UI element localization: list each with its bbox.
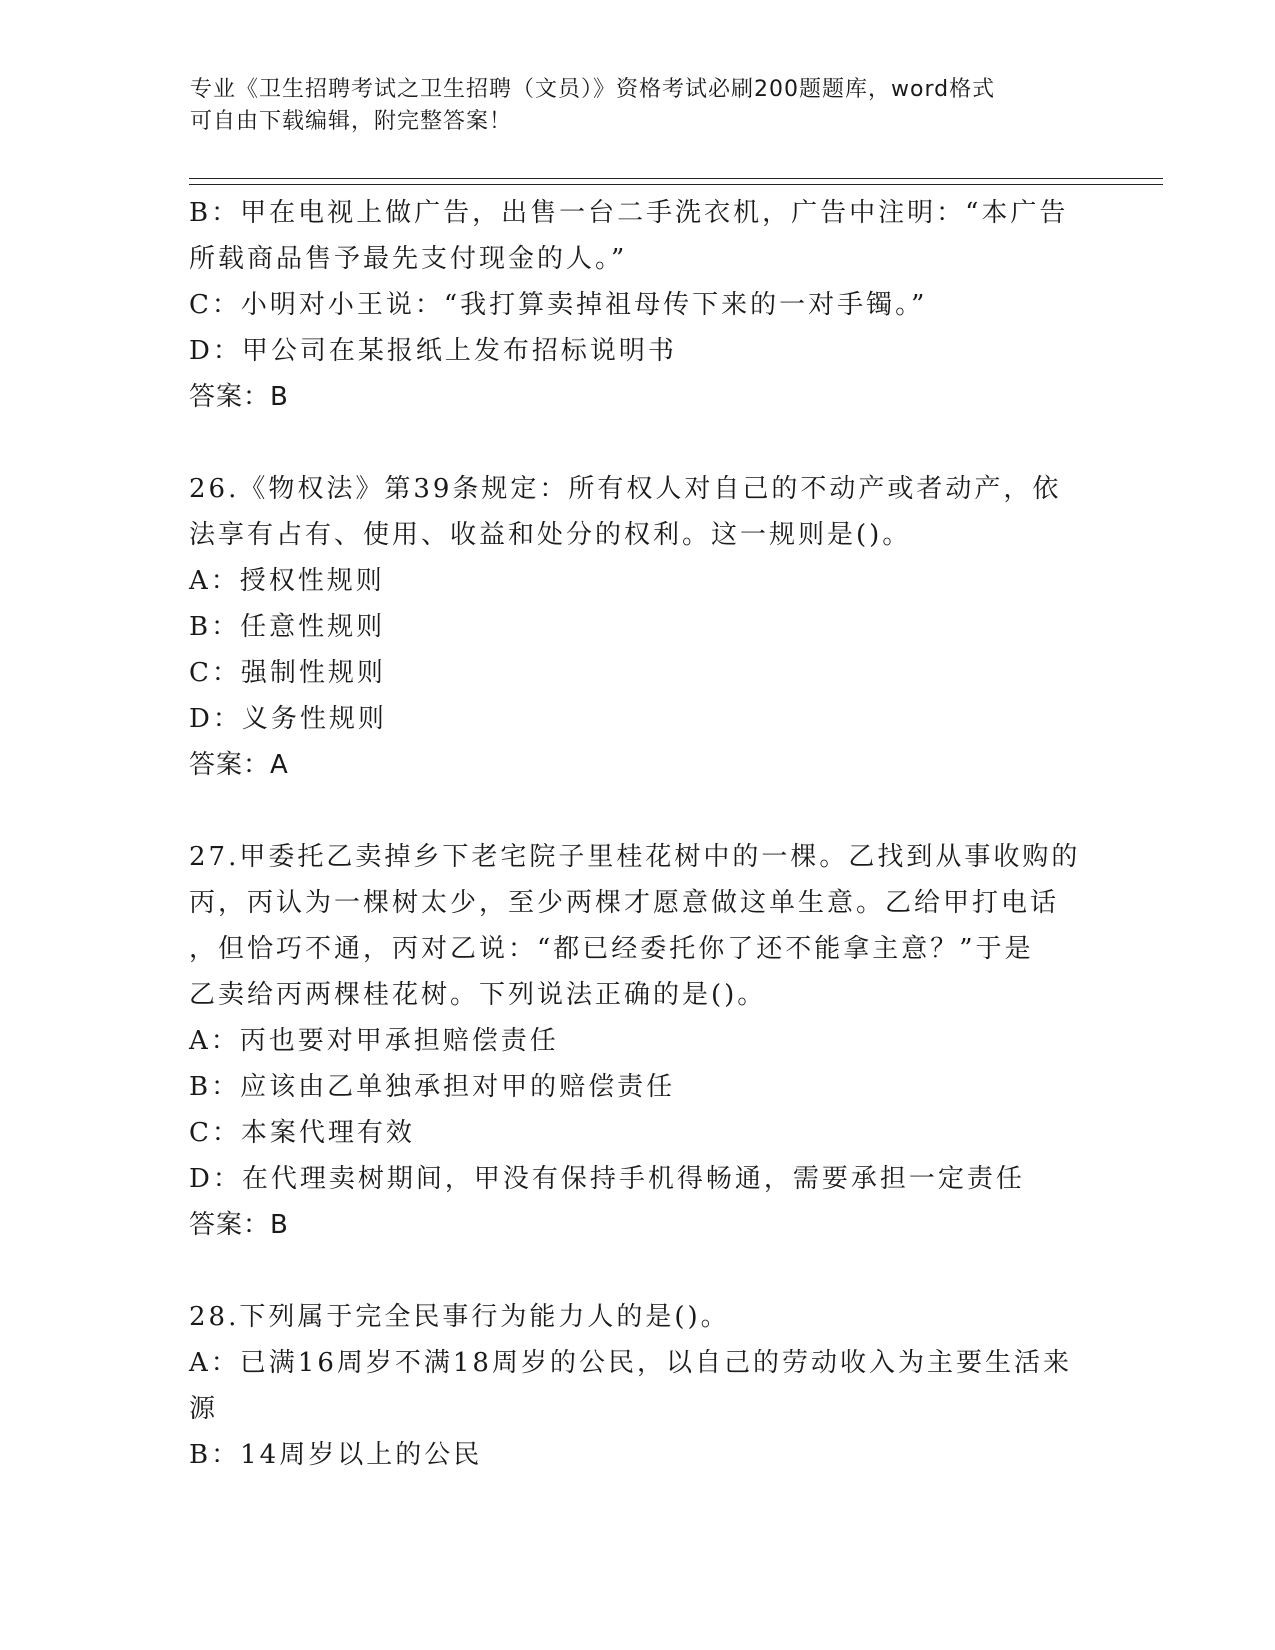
q26-stem-line-1: 26.《物权法》第39条规定：所有权人对自己的不动产或者动产，依 [189,474,1062,504]
question-25-continued [189,190,1089,420]
question-26 [189,466,1089,788]
document-header [190,74,1090,138]
q27-answer: 答案：B [189,1210,289,1240]
q25-option-b-line-1: B：甲在电视上做广告，出售一台二手洗衣机，广告中注明：“本广告 [189,198,1069,228]
header-title-line-2: 可自由下载编辑，附完整答案！ [190,109,513,134]
q26-option-b: B：任意性规则 [189,612,386,642]
q27-stem-line-1: 27.甲委托乙卖掉乡下老宅院子里桂花树中的一棵。乙找到从事收购的 [189,842,1081,872]
q26-option-a: A：授权性规则 [189,566,385,596]
q27-option-a: A：丙也要对甲承担赔偿责任 [189,1026,559,1056]
question-28 [189,1294,1089,1478]
spacer [189,420,1089,466]
q28-stem: 28.下列属于完全民事行为能力人的是()。 [189,1302,730,1332]
q27-stem-line-4: 乙卖给丙两棵桂花树。下列说法正确的是()。 [189,980,767,1010]
document-body [189,190,1089,1478]
q26-option-c: C：强制性规则 [189,658,386,688]
q25-answer: 答案：B [189,382,289,412]
q27-option-b: B：应该由乙单独承担对甲的赔偿责任 [189,1072,676,1102]
q28-option-a-line-1: A：已满16周岁不满18周岁的公民，以自己的劳动收入为主要生活来 [189,1348,1072,1378]
q27-option-d: D：在代理卖树期间，甲没有保持手机得畅通，需要承担一定责任 [189,1164,1025,1194]
q26-stem-line-2: 法享有占有、使用、收益和处分的权利。这一规则是()。 [189,520,912,550]
q26-option-d: D：义务性规则 [189,704,387,734]
q27-option-c: C：本案代理有效 [189,1118,415,1148]
spacer [189,788,1089,834]
q28-option-b: B：14周岁以上的公民 [189,1440,483,1470]
q25-option-d: D：甲公司在某报纸上发布招标说明书 [189,336,677,366]
header-divider-top [189,178,1163,179]
q26-answer: 答案：A [189,750,289,780]
q25-option-b-line-2: 所载商品售予最先支付现金的人。” [189,244,628,274]
q25-option-c: C：小明对小王说：“我打算卖掉祖母传下来的一对手镯。” [189,290,928,320]
header-divider-bottom [189,184,1163,185]
q27-stem-line-2: 丙，丙认为一棵树太少，至少两棵才愿意做这单生意。乙给甲打电话 [189,888,1060,918]
question-27 [189,834,1089,1248]
spacer [189,1248,1089,1294]
q28-option-a-line-2: 源 [189,1394,219,1424]
header-title-line-1: 专业《卫生招聘考试之卫生招聘（文员）》资格考试必刷200题题库，word格式 [190,77,996,102]
q27-stem-line-3: ，但恰巧不通，丙对乙说：“都已经委托你了还不能拿主意？”于是 [189,934,1034,964]
